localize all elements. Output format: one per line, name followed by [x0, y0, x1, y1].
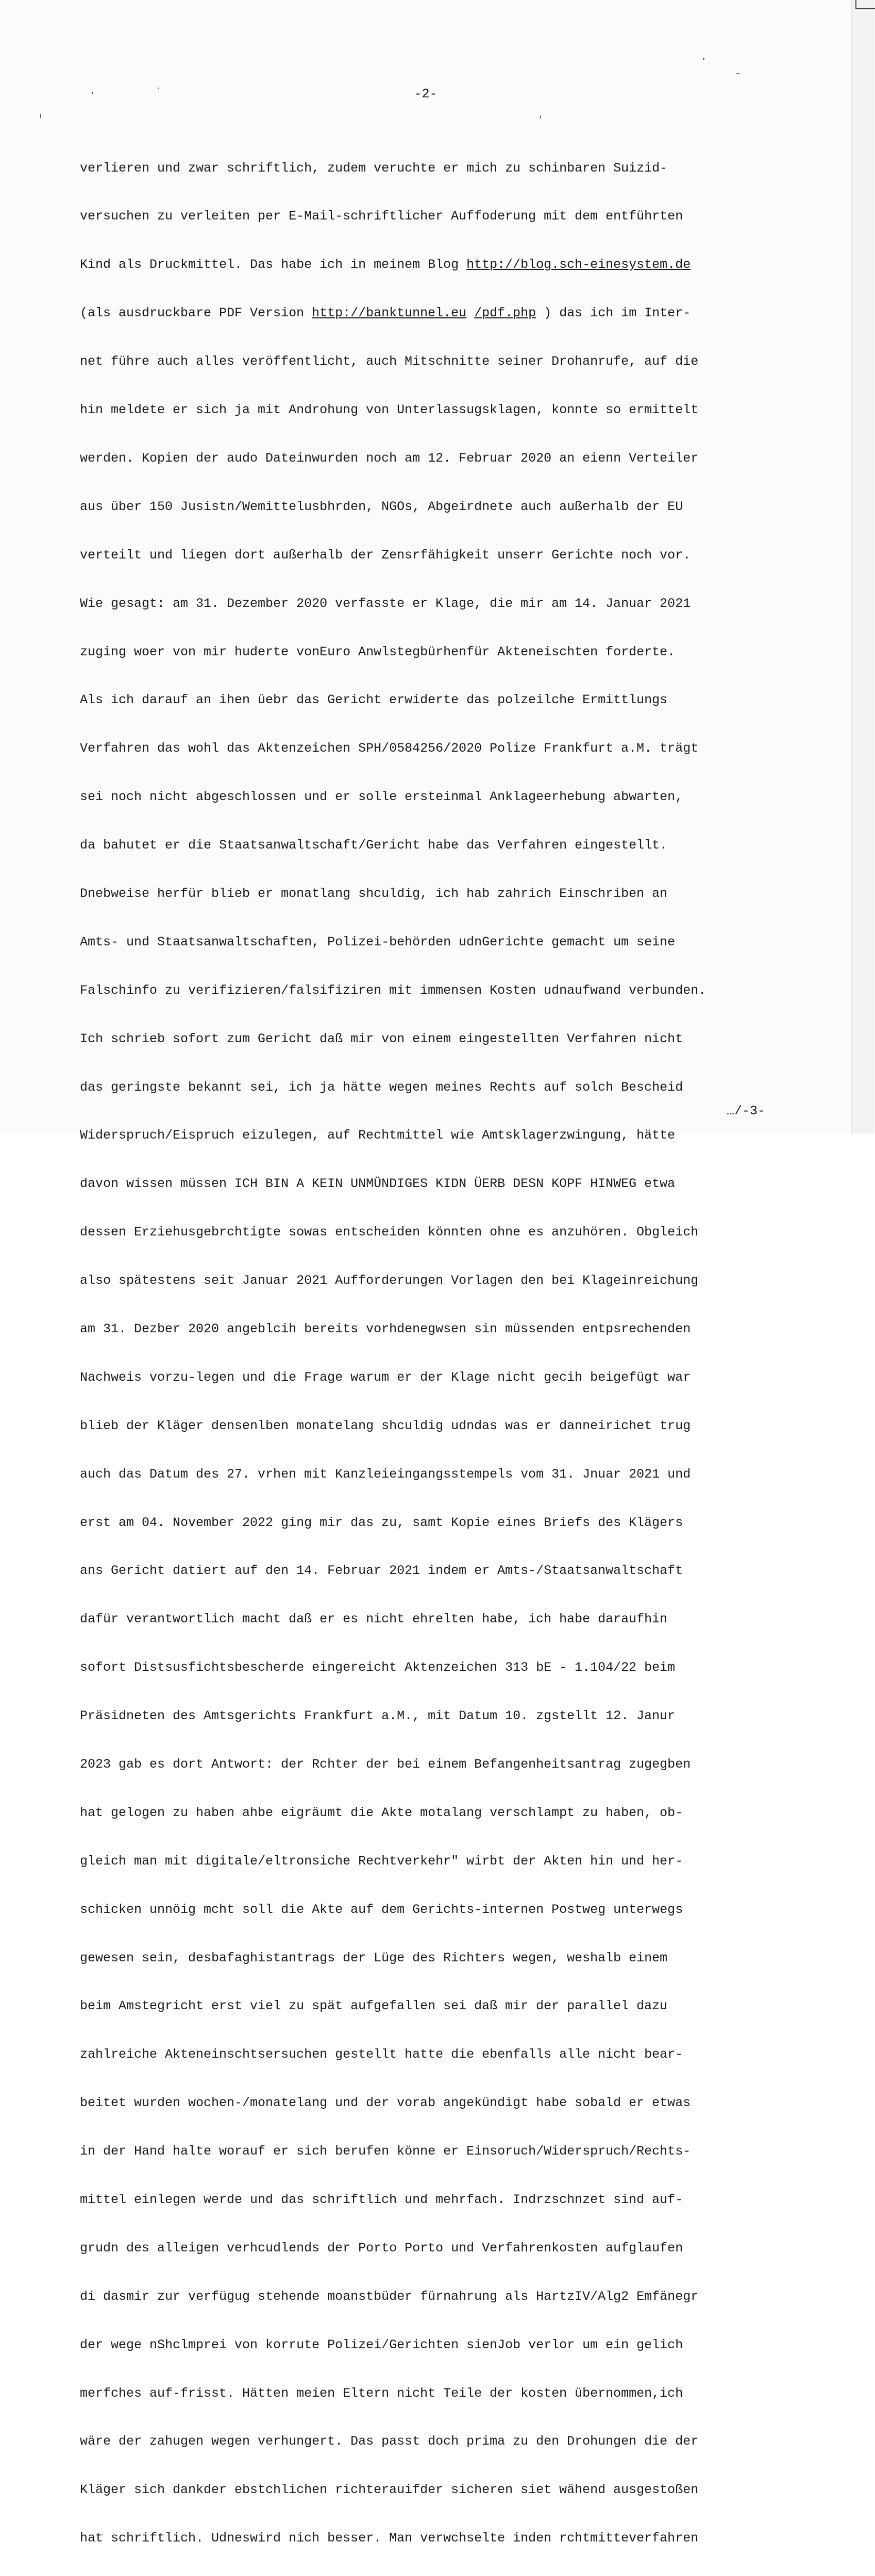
pdf-path-link[interactable]: /pdf.php	[474, 306, 536, 321]
page-number-header: -2-	[414, 87, 438, 101]
text-line: der wege nShclmprei von korrute Polizei/Gerichten sienJob verlor um ein gelich	[80, 2337, 683, 2352]
scan-corner-mark	[855, 0, 875, 9]
text-line: dessen Erziehusgebrchtigte sowas entscheiden könnten ohne es anzuhören. Obgleich	[80, 1225, 699, 1240]
text-line: beitet wurden wochen-/monatelang und der vorab angekündigt habe sobald er etwas	[80, 2095, 691, 2111]
text-line: Amts- und Staatsanwaltschaften, Polizei-behörden udnGerichte gemacht um seine	[80, 934, 676, 950]
text-line: ans Gericht datiert auf den 14. Februar 2021 indem er Amts-/Staatsanwaltschaft	[80, 1563, 683, 1579]
text-line: am 31. Dezber 2020 angeblcih bereits vorhdenegwsen sin müssenden entpsrechenden	[80, 1321, 691, 1336]
text-line: Als ich darauf an ihen üebr das Gericht erwiderte das polzeilche Ermittlungs	[80, 692, 668, 708]
text-line: blieb der Kläger densenlben monatelang shculdig udndas was er danneirichet trug	[80, 1418, 691, 1433]
text-line: dafür verantwortlich macht daß er es nicht ehrelten habe, ich habe daraufhin	[80, 1612, 668, 1627]
scan-speck	[736, 73, 740, 74]
text-line: net führe auch alles veröffentlicht, auch Mitschnitte seiner Drohanrufe, auf die	[80, 354, 699, 369]
text-line: schicken unnöig mcht soll die Akte auf dem Gerichts-internen Postweg unterwegs	[80, 1902, 683, 1917]
text-line: hin meldete er sich ja mit Androhung von Unterlassugsklagen, konnte so ermittelt	[80, 402, 699, 418]
text-line: 2023 gab es dort Antwort: der Rchter der bei einem Befangenheitsantrag zugegben	[80, 1756, 691, 1772]
pdf-domain-link[interactable]: http://banktunnel.eu	[312, 306, 467, 321]
text-line: grudn des alleigen verhcudlends der Porto Porto und Verfahrenkosten aufglaufen	[80, 2240, 683, 2256]
text-fragment: ) das ich im Inter-	[536, 306, 691, 321]
text-line: davon wissen müssen ICH BIN A KEIN UNMÜNDIGES KIDN ÜERB DESN KOPF HINWEG etwa	[80, 1176, 676, 1192]
text-line	[80, 257, 801, 273]
text-line: hat gelogen zu haben ahbe eigräumt die Akte motalang verschlampt zu haben, ob-	[80, 1805, 683, 1820]
text-line: in der Hand halte worauf er sich berufen könne er Einsoruch/Widerspruch/Rechts-	[80, 2144, 691, 2159]
text-line: verlieren und zwar schriftlich, zudem veruchte er mich zu schinbaren Suizid-	[80, 160, 668, 176]
text-fragment: (als ausdruckbare PDF Version	[80, 306, 312, 321]
text-line: gewesen sein, desbafaghistantrags der Lüge des Richters wegen, weshalb einem	[80, 1950, 668, 1965]
scan-border	[851, 0, 874, 1133]
text-line	[80, 305, 801, 321]
text-line: wäre der zahugen wegen verhungert. Das passt doch prima zu den Drohungen die der	[80, 2434, 699, 2449]
text-line: Präsidneten des Amtsgerichts Frankfurt a.M., mit Datum 10. zgstellt 12. Janur	[80, 1708, 676, 1724]
text-line: zahlreiche Akteneinschtsersuchen gestellt hatte die ebenfalls alle nicht bear-	[80, 2047, 683, 2062]
text-line: gleich man mit digitale/eltronsiche Rechtverkehr" wirbt der Akten hin und her-	[80, 1853, 683, 1869]
text-line: Kläger sich dankder ebstchlichen richterauifder sicheren siet wähend ausgestoßen	[80, 2482, 699, 2498]
blog-link[interactable]: http://blog.sch-einesystem.de	[466, 257, 691, 273]
text-fragment: Kind als Druckmittel. Das habe ich in meinem Blog	[80, 257, 467, 273]
scan-speck	[40, 113, 41, 118]
text-line: werden. Kopien der audo Dateinwurden noch am 12. Februar 2020 an eienn Verteiler	[80, 450, 699, 466]
text-line: verteilt und liegen dort außerhalb der Zensrfähigkeit unserr Gerichte noch vor.	[80, 547, 691, 563]
scan-speck	[703, 58, 704, 60]
continuation-footer: …/-3-	[727, 1104, 766, 1118]
text-line: di dasmir zur verfügug stehende moanstbüder fürnahrung als HartzIV/Alg2 Emfänegr	[80, 2289, 699, 2304]
text-line: Wie gesagt: am 31. Dezember 2020 verfasste er Klage, die mir am 14. Januar 2021	[80, 596, 691, 611]
text-line: merfches auf-frisst. Hätten meien Eltern nicht Teile der kosten übernommen,ich	[80, 2385, 683, 2401]
text-line: Ich schrieb sofort zum Gericht daß mir von einem eingestellten Verfahren nicht	[80, 1031, 683, 1046]
letter-body	[80, 128, 801, 2576]
text-line: zuging woer von mir huderte vonEuro Anwlstegbürhenfür Akteneischten forderte.	[80, 644, 676, 659]
text-line: hat schriftlich. Udneswird nich besser. Man verwchselte inden rchtmitteverfahren	[80, 2531, 699, 2546]
text-line: das geringste bekannt sei, ich ja hätte wegen meines Rechts auf solch Bescheid	[80, 1079, 683, 1095]
text-line: versuchen zu verleiten per E-Mail-schriftlicher Auffoderung mit dem entführten	[80, 209, 683, 224]
scan-speck	[92, 92, 93, 94]
text-line: beim Amstegricht erst viel zu spät aufgefallen sei daß mir der parallel dazu	[80, 1998, 668, 2014]
scan-speck	[540, 115, 541, 118]
text-line: Verfahren das wohl das Aktenzeichen SPH/0584256/2020 Polize Frankfurt a.M. trägt	[80, 741, 699, 756]
text-line: also spätestens seit Januar 2021 Aufforderungen Vorlagen den bei Klageinreichung	[80, 1273, 699, 1289]
text-line: auch das Datum des 27. vrhen mit Kanzleieingangsstempels vom 31. Jnuar 2021 und	[80, 1466, 691, 1482]
text-line: Widerspruch/Eispruch eizulegen, auf Rechtmittel wie Amtsklagerzwingung, hätte	[80, 1128, 676, 1143]
text-line: Dnebweise herfür blieb er monatlang shculdig, ich hab zahrich Einschriben an	[80, 886, 668, 901]
text-line: sofort Distsusfichtsbescherde eingereicht Aktenzeichen 313 bE - 1.104/22 beim	[80, 1660, 676, 1675]
scan-speck	[158, 88, 159, 89]
text-line: Falschinfo zu verifizieren/falsifiziren mit immensen Kosten udnaufwand verbunden.	[80, 982, 706, 998]
text-line: mittel einlegen werde und das schriftlich und mehrfach. Indrzschnzet sind auf-	[80, 2192, 683, 2207]
text-line: da bahutet er die Staatsanwaltschaft/Gericht habe das Verfahren eingestellt.	[80, 838, 668, 853]
text-line: aus über 150 Jusistn/Wemittelusbhrden, NGOs, Abgeirdnete auch außerhalb der EU	[80, 499, 683, 514]
text-line: sei noch nicht abgeschlossen und er solle ersteinmal Anklageerhebung abwarten,	[80, 789, 683, 805]
text-line: erst am 04. November 2022 ging mir das zu, samt Kopie eines Briefs des Klägers	[80, 1515, 683, 1530]
text-line: Nachweis vorzu-legen und die Frage warum er der Klage nicht gecih beigefügt war	[80, 1369, 691, 1385]
